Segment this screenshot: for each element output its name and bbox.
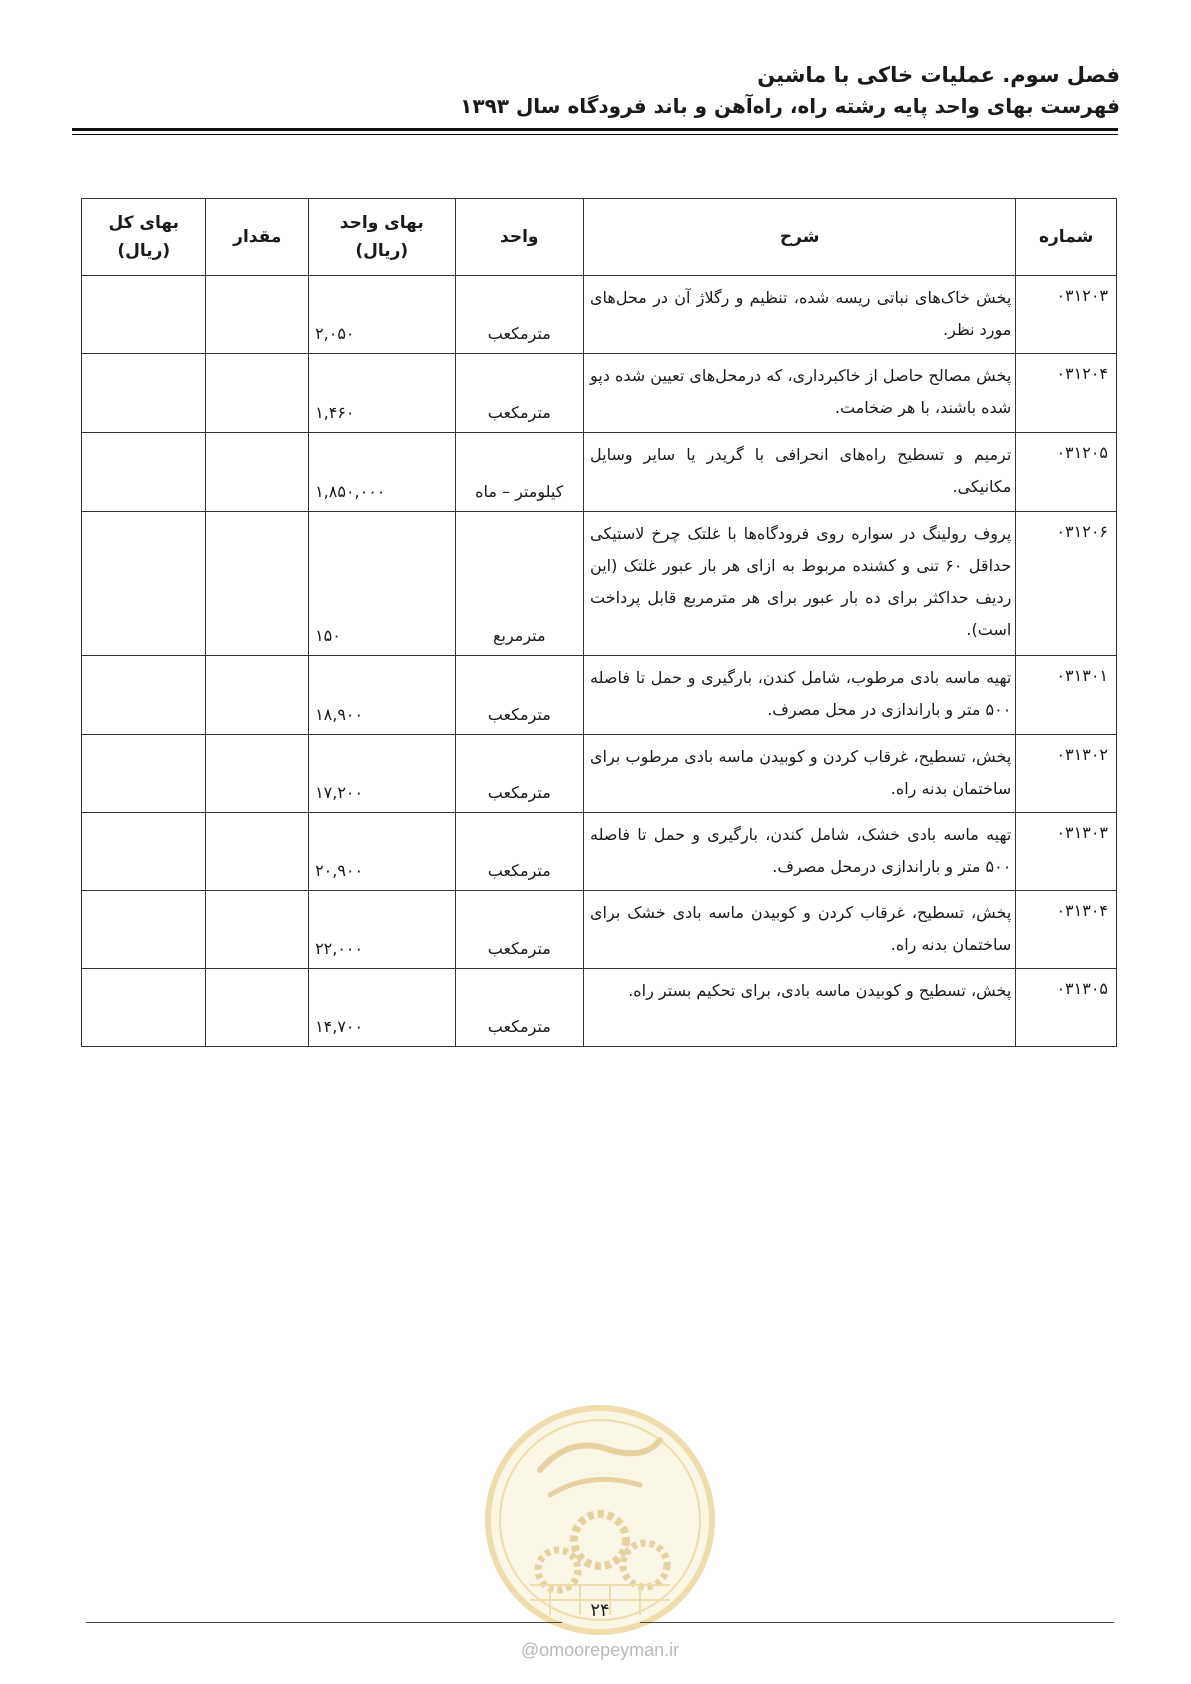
row-description: پخش، تسطیح، غرقاب کردن و کوبیدن ماسه بادی مرطوب برای ساختمان بدنه راه.	[584, 735, 1016, 813]
header-rule-thin	[72, 134, 1118, 135]
table-row	[82, 433, 1117, 512]
row-number: ۰۳۱۲۰۵	[1016, 433, 1117, 512]
row-total	[82, 433, 206, 512]
row-unit-price: ۲۰,۹۰۰	[309, 813, 455, 891]
row-description: ترمیم و تسطیح راه‌های انحرافی با گریدر یا سایر وسایل مکانیکی.	[584, 433, 1016, 512]
row-description: پخش خاک‌های نباتی ریسه شده، تنظیم و رگلاژ آن در محل‌های مورد نظر.	[584, 276, 1016, 354]
row-unit: کیلومتر – ماه	[455, 433, 584, 512]
row-number: ۰۳۱۲۰۶	[1016, 512, 1117, 656]
row-total	[82, 656, 206, 735]
header-total-price-line2: (ریال)	[117, 241, 171, 261]
header-total-price	[82, 199, 206, 276]
table-row	[82, 354, 1117, 433]
row-number: ۰۳۱۳۰۵	[1016, 969, 1117, 1047]
row-quantity	[206, 735, 309, 813]
row-unit-price: ۲,۰۵۰	[309, 276, 455, 354]
row-unit: مترمکعب	[455, 656, 584, 735]
table-row	[82, 656, 1117, 735]
row-total	[82, 813, 206, 891]
row-number: ۰۳۱۲۰۳	[1016, 276, 1117, 354]
row-total	[82, 276, 206, 354]
row-description: پخش، تسطیح، غرقاب کردن و کوبیدن ماسه بادی خشک برای ساختمان بدنه راه.	[584, 891, 1016, 969]
row-unit-price: ۱۵۰	[309, 512, 455, 656]
row-unit-price: ۱۸,۹۰۰	[309, 656, 455, 735]
header-unit-price-line1: بهای واحد	[339, 213, 424, 233]
page-number: ۲۴	[590, 1600, 610, 1621]
row-unit: مترمکعب	[455, 276, 584, 354]
header-unit-price-line2: (ریال)	[355, 241, 409, 261]
footer-rule-left	[86, 1622, 562, 1623]
row-number: ۰۳۱۳۰۱	[1016, 656, 1117, 735]
row-quantity	[206, 354, 309, 433]
row-total	[82, 354, 206, 433]
header-quantity: مقدار	[206, 199, 309, 276]
row-unit: مترمکعب	[455, 735, 584, 813]
row-unit: مترمکعب	[455, 354, 584, 433]
row-number: ۰۳۱۲۰۴	[1016, 354, 1117, 433]
row-quantity	[206, 813, 309, 891]
header-rule-thick	[72, 128, 1118, 131]
row-description: تهیه ماسه بادی مرطوب، شامل کندن، بارگیری و حمل تا فاصله ۵۰۰ متر و باراندازی در محل مصرف.	[584, 656, 1016, 735]
row-unit: مترمکعب	[455, 891, 584, 969]
row-total	[82, 512, 206, 656]
table-row	[82, 813, 1117, 891]
row-unit-price: ۱۴,۷۰۰	[309, 969, 455, 1047]
page-header	[70, 60, 1120, 122]
row-unit-price: ۱,۴۶۰	[309, 354, 455, 433]
header-total-price-line1: بهای کل	[108, 213, 180, 233]
header-unit: واحد	[455, 199, 584, 276]
footer-rule-right	[640, 1622, 1114, 1623]
row-description: پروف رولینگ در سواره روی فرودگاه‌ها با غلتک چرخ لاستیکی حداقل ۶۰ تنی و کشنده مربوط به ازای هر بار عبور غلتک (این ردیف حداکثر برای ده بار عبور برای هر مترمربع قابل پرداخت است).	[584, 512, 1016, 656]
row-number: ۰۳۱۳۰۳	[1016, 813, 1117, 891]
row-unit: مترمکعب	[455, 969, 584, 1047]
row-unit-price: ۲۲,۰۰۰	[309, 891, 455, 969]
row-quantity	[206, 969, 309, 1047]
table-row	[82, 735, 1117, 813]
table-header-row	[82, 199, 1117, 276]
row-total	[82, 969, 206, 1047]
table-row	[82, 276, 1117, 354]
row-description: پخش مصالح حاصل از خاکبرداری، که درمحل‌های تعیین شده دپو شده باشند، با هر ضخامت.	[584, 354, 1016, 433]
chapter-title: فصل سوم. عملیات خاکی با ماشین	[757, 63, 1120, 87]
row-quantity	[206, 512, 309, 656]
table-row	[82, 512, 1117, 656]
header-unit-price	[309, 199, 455, 276]
row-number: ۰۳۱۳۰۴	[1016, 891, 1117, 969]
header-description: شرح	[584, 199, 1016, 276]
header-number: شماره	[1016, 199, 1117, 276]
row-description: تهیه ماسه بادی خشک، شامل کندن، بارگیری و حمل تا فاصله ۵۰۰ متر و باراندازی درمحل مصرف.	[584, 813, 1016, 891]
row-unit-price: ۱,۸۵۰,۰۰۰	[309, 433, 455, 512]
row-quantity	[206, 276, 309, 354]
row-quantity	[206, 433, 309, 512]
row-quantity	[206, 891, 309, 969]
row-description: پخش، تسطیح و کوبیدن ماسه بادی، برای تحکیم بستر راه.	[584, 969, 1016, 1047]
table-row	[82, 891, 1117, 969]
row-unit: مترمکعب	[455, 813, 584, 891]
table-row	[82, 969, 1117, 1047]
row-total	[82, 735, 206, 813]
row-number: ۰۳۱۳۰۲	[1016, 735, 1117, 813]
price-table	[81, 198, 1117, 1047]
watermark-url: @omoorepeyman.ir	[520, 1640, 680, 1660]
list-title: فهرست بهای واحد پایه رشته راه، راه‌آهن و باند فرودگاه سال ۱۳۹۳	[460, 94, 1120, 118]
row-total	[82, 891, 206, 969]
row-unit-price: ۱۷,۲۰۰	[309, 735, 455, 813]
row-unit: مترمربع	[455, 512, 584, 656]
row-quantity	[206, 656, 309, 735]
